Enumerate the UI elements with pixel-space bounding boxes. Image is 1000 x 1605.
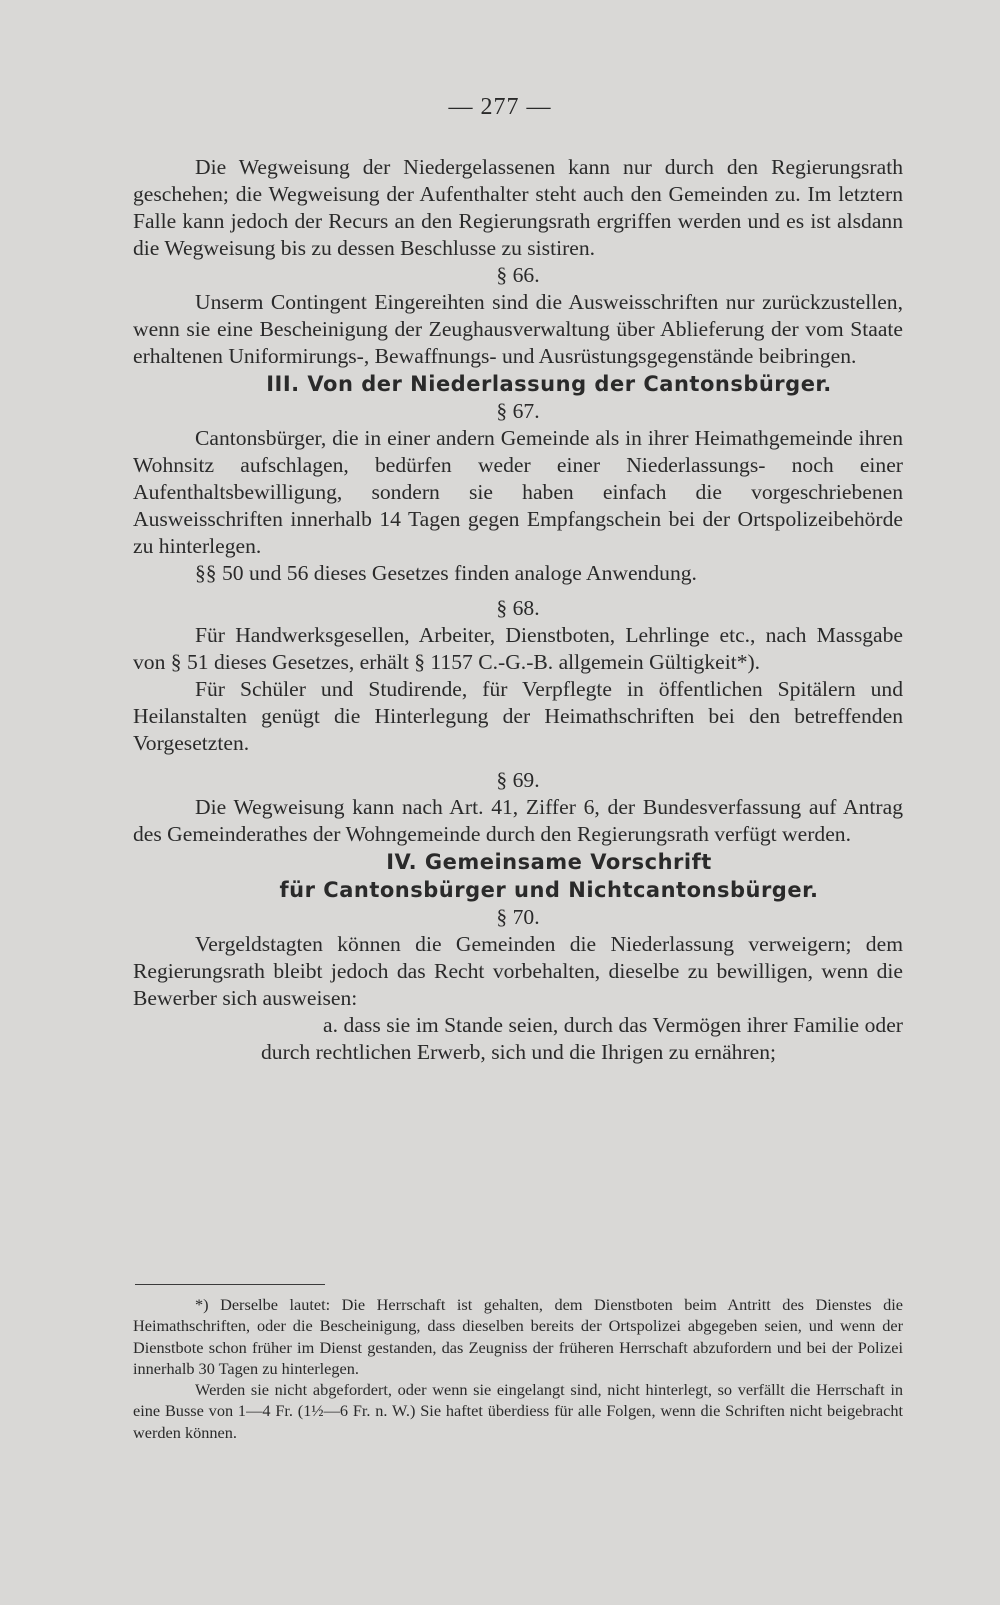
chapter-heading-iii: III. Von der Niederlassung der Cantonsbürger.	[266, 372, 832, 396]
section-mark-70: § 70.	[496, 905, 540, 929]
footnote	[133, 1294, 903, 1443]
section-mark-67: § 67.	[496, 399, 540, 423]
chapter-heading-iv-subtitle: für Cantonsbürger und Nichtcantonsbürger.	[279, 878, 819, 902]
paragraph: Die Wegweisung der Niedergelassenen kann nur durch den Regierungsrath geschehen; die Wegweisung der Aufenthalter steht auch den Gemeinden zu. Im letztern Falle kann jedoch der Recurs an den Regierungsrath ergriffen werden und es ist alsdann die Wegweisung bis zu dessen Beschlusse zu sistiren.	[133, 155, 903, 260]
paragraph: §§ 50 und 56 dieses Gesetzes finden analoge Anwendung.	[195, 561, 697, 585]
footnote-paragraph: *) Derselbe lautet: Die Herrschaft ist gehalten, dem Dienstboten beim Antritt des Dienstes die Heimathschriften, oder die Bescheinigung, dass dieselben bereits der Ortspolizei abgegeben seien, und wenn der Dienstbote schon früher im Dienst gestanden, das Zeugniss der früheren Herrschaft abzufordern und bei der Polizei innerhalb 30 Tagen zu hinterlegen.	[133, 1295, 903, 1378]
list-item-a: a. dass sie im Stande seien, durch das Vermögen ihrer Familie oder durch rechtlichen Erwerb, sich und die Ihrigen zu ernähren;	[261, 1013, 903, 1064]
footnote-divider	[135, 1284, 325, 1285]
paragraph: Für Handwerksgesellen, Arbeiter, Dienstboten, Lehrlinge etc., nach Massgabe von § 51 dieses Gesetzes, erhält § 1157 C.-G.-B. allgemein Gültigkeit*).	[133, 623, 903, 674]
section-mark-69: § 69.	[496, 768, 540, 792]
paragraph: Für Schüler und Studirende, für Verpflegte in öffentlichen Spitälern und Heilanstalten genügt die Hinterlegung der Heimathschriften bei den betreffenden Vorgesetzten.	[133, 677, 903, 755]
main-text	[133, 154, 903, 1066]
chapter-heading-iv: IV. Gemeinsame Vorschrift	[386, 850, 712, 874]
section-mark-68: § 68.	[496, 596, 540, 620]
footnote-paragraph: Werden sie nicht abgefordert, oder wenn sie eingelangt sind, nicht hinterlegt, so verfällt die Herrschaft in eine Busse von 1—4 Fr. (1½—6 Fr. n. W.) Sie haftet überdiess für alle Folgen, wenn die Schriften nicht beigebracht werden können.	[133, 1380, 903, 1442]
section-mark-66: § 66.	[496, 263, 540, 287]
paragraph: Vergeldstagten können die Gemeinden die Niederlassung verweigern; dem Regierungsrath bleibt jedoch das Recht vorbehalten, dieselbe zu bewilligen, wenn die Bewerber sich ausweisen:	[133, 932, 903, 1010]
paragraph: Unserm Contingent Eingereihten sind die Ausweisschriften nur zurückzustellen, wenn sie eine Bescheinigung der Zeughausverwaltung über Ablieferung der vom Staate erhaltenen Uniformirungs-, Bewaffnungs- und Ausrüstungsgegenstände beibringen.	[133, 290, 903, 368]
paragraph: Cantonsbürger, die in einer andern Gemeinde als in ihrer Heimathgemeinde ihren Wohnsitz aufschlagen, bedürfen weder einer Niederlassungs- noch einer Aufenthaltsbewilligung, sondern sie haben einfach die vorgeschriebenen Ausweisschriften innerhalb 14 Tagen gegen Empfangschein bei der Ortspolizeibehörde zu hinterlegen.	[133, 426, 903, 558]
page-number: — 277 —	[448, 94, 552, 120]
paragraph: Die Wegweisung kann nach Art. 41, Ziffer 6, der Bundesverfassung auf Antrag des Gemeinderathes der Wohngemeinde durch den Regierungsrath verfügt werden.	[133, 795, 903, 846]
